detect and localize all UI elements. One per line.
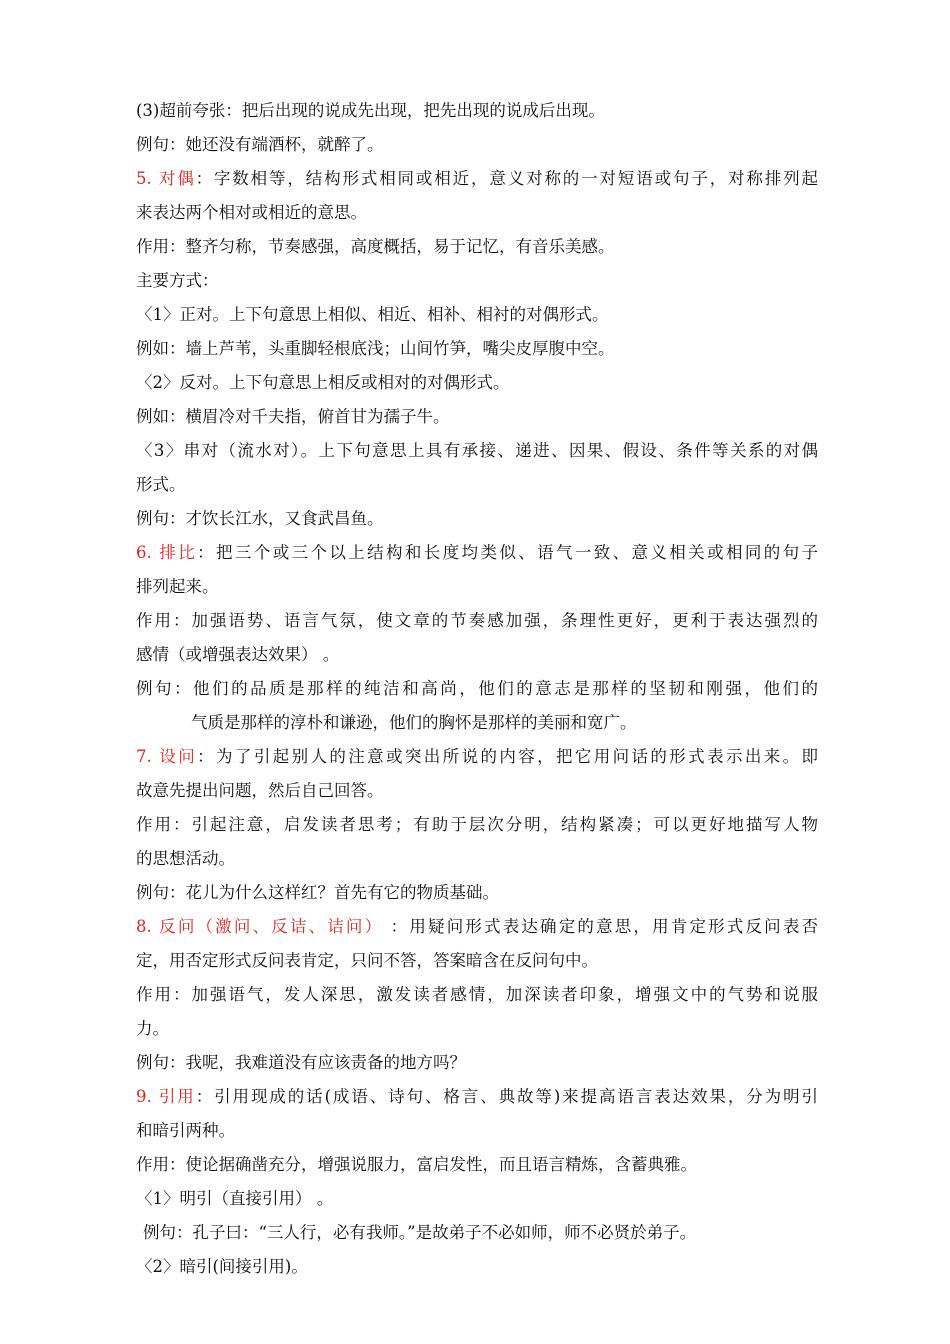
text-line: 力。 <box>136 1019 169 1038</box>
heading-label: 7. 设问 <box>136 747 198 766</box>
heading-text: ：用疑问形式表达确定的意思，用肯定形式反问表否 <box>383 917 818 936</box>
text-line: 定，用否定形式反问表肯定，只问不答，答案暗含在反问句中。 <box>136 951 598 970</box>
function-line: 作用：整齐匀称，节奏感强，高度概括，易于记忆，有音乐美感。 <box>136 237 615 256</box>
example-line: 例句：她还没有端酒杯，就醉了。 <box>136 135 384 154</box>
list-item: 〈3〉串对（流水对）。上下句意思上具有承接、递进、因果、假设、条件等关系的对偶 <box>136 441 818 460</box>
section-heading-shewen <box>136 740 818 774</box>
example-line: 例如：横眉冷对千夫指，俯首甘为孺子牛。 <box>136 407 450 426</box>
section-heading-yinyong <box>136 1080 818 1114</box>
function-line: 作用：加强语气，发人深思，激发读者感情，加深读者印象，增强文中的气势和说服 <box>136 985 818 1004</box>
text-line: 来表达两个相对或相近的意思。 <box>136 203 367 222</box>
function-line: 作用：使论据确凿充分，增强说服力，富启发性，而且语言精炼，含蓄典雅。 <box>136 1155 697 1174</box>
function-line: 作用：引起注意，启发读者思考；有助于层次分明，结构紧凑；可以更好地描写人物 <box>136 815 818 834</box>
document-body <box>136 94 818 1284</box>
heading-label: 5. 对偶 <box>136 169 196 188</box>
section-heading-fanwen <box>136 910 818 944</box>
text-line: 形式。 <box>136 475 186 494</box>
text-line: 的思想活动。 <box>136 849 235 868</box>
list-item: 〈1〉正对。上下句意思上相似、相近、相补、相衬的对偶形式。 <box>136 305 609 324</box>
heading-text: ：为了引起别人的注意或突出所说的内容，把它用问话的形式表示出来。即 <box>197 747 818 766</box>
example-line: 例句：花儿为什么这样红？首先有它的物质基础。 <box>136 883 499 902</box>
function-line: 作用：加强语势、语言气氛，使文章的节奏感加强，条理性更好，更利于表达强烈的 <box>136 611 818 630</box>
example-line: 例句：他们的品质是那样的纯洁和高尚，他们的意志是那样的坚韧和刚强，他们的 <box>136 679 818 698</box>
text-line: 和暗引两种。 <box>136 1121 235 1140</box>
example-line: 例句：才饮长江水，又食武昌鱼。 <box>136 509 384 528</box>
heading-label: 8. 反问（激问、反诘、诘问） <box>136 917 384 936</box>
list-item: 〈1〉明引（直接引用） 。 <box>136 1189 334 1208</box>
text-line: 感情（或增强表达效果） 。 <box>136 645 340 664</box>
heading-text: ：字数相等，结构形式相同或相近，意义对称的一对短语或句子，对称排列起 <box>195 169 818 188</box>
example-line: 例句：我呢，我难道没有应该责备的地方吗？ <box>136 1053 466 1072</box>
section-heading-duiou <box>136 162 818 196</box>
heading-label: 9. 引用 <box>136 1087 196 1106</box>
text-line: 主要方式： <box>136 271 219 290</box>
heading-text: ：把三个或三个以上结构和长度均类似、语气一致、意义相关或相同的句子 <box>197 543 818 562</box>
list-item: 〈2〉反对。上下句意思上相反或相对的对偶形式。 <box>136 373 510 392</box>
example-line: 例句：孔子曰：“三人行，必有我师。”是故弟子不必如师，师不必贤於弟子。 <box>143 1223 697 1242</box>
list-item: 〈2〉暗引(间接引用)。 <box>136 1257 308 1276</box>
heading-text: ：引用现成的话(成语、诗句、格言、典故等)来提高语言表达效果，分为明引 <box>195 1087 818 1106</box>
example-line: 气质是那样的淳朴和谦逊，他们的胸怀是那样的美丽和宽广。 <box>191 713 637 732</box>
text-line: 故意先提出问题，然后自己回答。 <box>136 781 384 800</box>
text-line: (3)超前夸张：把后出现的说成先出现，把先出现的说成后出现。 <box>136 101 605 120</box>
heading-label: 6. 排比 <box>136 543 198 562</box>
section-heading-paibi <box>136 536 818 570</box>
example-line: 例如：墙上芦苇，头重脚轻根底浅；山间竹笋，嘴尖皮厚腹中空。 <box>136 339 615 358</box>
text-line: 排列起来。 <box>136 577 219 596</box>
